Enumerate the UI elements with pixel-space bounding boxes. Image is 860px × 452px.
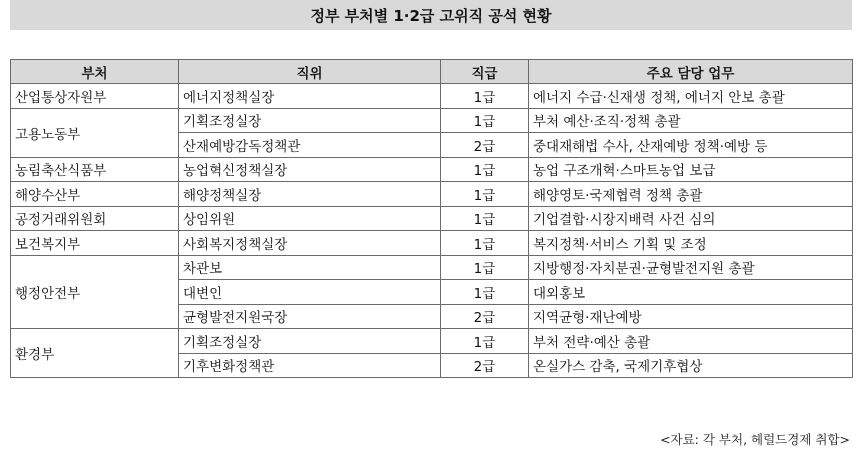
cell-grade: 2급 [441,304,529,329]
table-body [11,84,853,378]
source-note: <자료: 각 부처, 헤럴드경제 취합> [660,432,850,447]
cell-dept: 농림축산식품부 [11,157,179,182]
cell-duty: 부처 전략·예산 총괄 [529,329,853,354]
cell-grade: 2급 [441,353,529,378]
header-grade: 직급 [441,60,529,84]
table-row [11,182,853,207]
cell-dept: 보건복지부 [11,231,179,256]
cell-grade: 1급 [441,84,529,109]
table-row [11,108,853,133]
cell-position: 상임위원 [179,206,441,231]
table-header-row [11,60,853,84]
vacancy-table [10,59,853,378]
table-row [11,157,853,182]
cell-duty: 복지정책·서비스 기획 및 조정 [529,231,853,256]
cell-dept: 해양수산부 [11,182,179,207]
cell-position: 대변인 [179,280,441,305]
cell-grade: 2급 [441,133,529,158]
table-row [11,84,853,109]
cell-position: 에너지정책실장 [179,84,441,109]
cell-duty: 지방행정·자치분권·균형발전지원 총괄 [529,255,853,280]
header-duty: 주요 담당 업무 [529,60,853,84]
cell-grade: 1급 [441,206,529,231]
cell-duty: 지역균형·재난예방 [529,304,853,329]
cell-grade: 1급 [441,255,529,280]
cell-dept: 행정안전부 [11,255,179,329]
cell-position: 산재예방감독정책관 [179,133,441,158]
cell-duty: 부처 예산·조직·정책 총괄 [529,108,853,133]
cell-duty: 해양영토·국제협력 정책 총괄 [529,182,853,207]
cell-position: 차관보 [179,255,441,280]
header-dept: 부처 [11,60,179,84]
cell-duty: 농업 구조개혁·스마트농업 보급 [529,157,853,182]
cell-position: 사회복지정책실장 [179,231,441,256]
cell-duty: 에너지 수급·신재생 정책, 에너지 안보 총괄 [529,84,853,109]
cell-position: 기후변화정책관 [179,353,441,378]
cell-grade: 1급 [441,329,529,354]
cell-duty: 중대재해법 수사, 산재예방 정책·예방 등 [529,133,853,158]
cell-position: 기획조정실장 [179,108,441,133]
cell-dept: 환경부 [11,329,179,378]
title-text: 정부 부처별 1·2급 고위직 공석 현황 [310,6,552,25]
page-title [10,0,852,30]
header-position: 직위 [179,60,441,84]
cell-grade: 1급 [441,157,529,182]
table-row [11,255,853,280]
cell-duty: 기업결합·시장지배력 사건 심의 [529,206,853,231]
cell-position: 균형발전지원국장 [179,304,441,329]
cell-dept: 산업통상자원부 [11,84,179,109]
cell-grade: 1급 [441,231,529,256]
cell-duty: 대외홍보 [529,280,853,305]
table-row [11,329,853,354]
cell-grade: 1급 [441,108,529,133]
cell-position: 기획조정실장 [179,329,441,354]
cell-position: 해양정책실장 [179,182,441,207]
cell-dept: 공정거래위원회 [11,206,179,231]
cell-duty: 온실가스 감축, 국제기후협상 [529,353,853,378]
table-row [11,231,853,256]
cell-grade: 1급 [441,182,529,207]
cell-grade: 1급 [441,280,529,305]
cell-position: 농업혁신정책실장 [179,157,441,182]
cell-dept: 고용노동부 [11,108,179,157]
table-row [11,206,853,231]
